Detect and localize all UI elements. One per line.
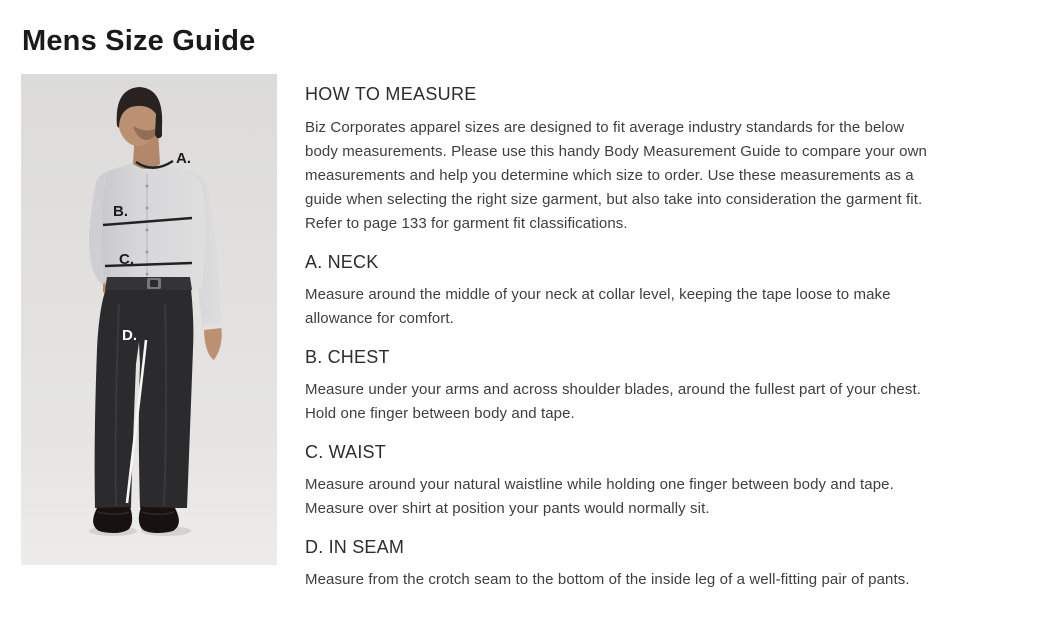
section-waist-body: Measure around your natural waistline while holding one finger between body and tape. Measure over shirt at position your pants would normally sit. (305, 476, 894, 517)
section-inseam (305, 536, 941, 592)
section-inseam-heading: D. IN SEAM (305, 537, 405, 557)
measure-guide-content (305, 83, 941, 592)
model-pants (95, 277, 194, 508)
model-illustration (21, 74, 277, 565)
section-chest-heading: B. CHEST (305, 347, 390, 367)
section-waist-heading: C. WAIST (305, 442, 386, 462)
section-waist (305, 441, 941, 521)
how-to-measure-heading: HOW TO MEASURE (305, 84, 477, 104)
section-chest (305, 346, 941, 426)
label-c: C. (119, 251, 134, 268)
measurement-guide-photo (21, 74, 277, 565)
section-neck (305, 251, 941, 331)
label-b: B. (113, 203, 128, 220)
section-chest-body: Measure under your arms and across shoulder blades, around the fullest part of your chest. Hold one finger between body and tape. (305, 381, 921, 422)
page-title: Mens Size Guide (22, 25, 256, 58)
section-inseam-body: Measure from the crotch seam to the bottom of the inside leg of a well-fitting pair of pants. (305, 571, 910, 588)
how-to-measure-intro: Biz Corporates apparel sizes are designed to fit average industry standards for the below body measurements. Please use this handy Body Measurement Guide to compare your own measurements and help you determine which size to order. Use these measurements as a guide when selecting the right size garment, but also take into consideration the garment fit. Refer to page 133 for garment fit classifications. (305, 119, 927, 232)
section-neck-body: Measure around the middle of your neck at collar level, keeping the tape loose to make allowance for comfort. (305, 286, 891, 327)
label-a: A. (176, 150, 191, 167)
label-d: D. (122, 327, 137, 344)
section-neck-heading: A. NECK (305, 252, 379, 272)
